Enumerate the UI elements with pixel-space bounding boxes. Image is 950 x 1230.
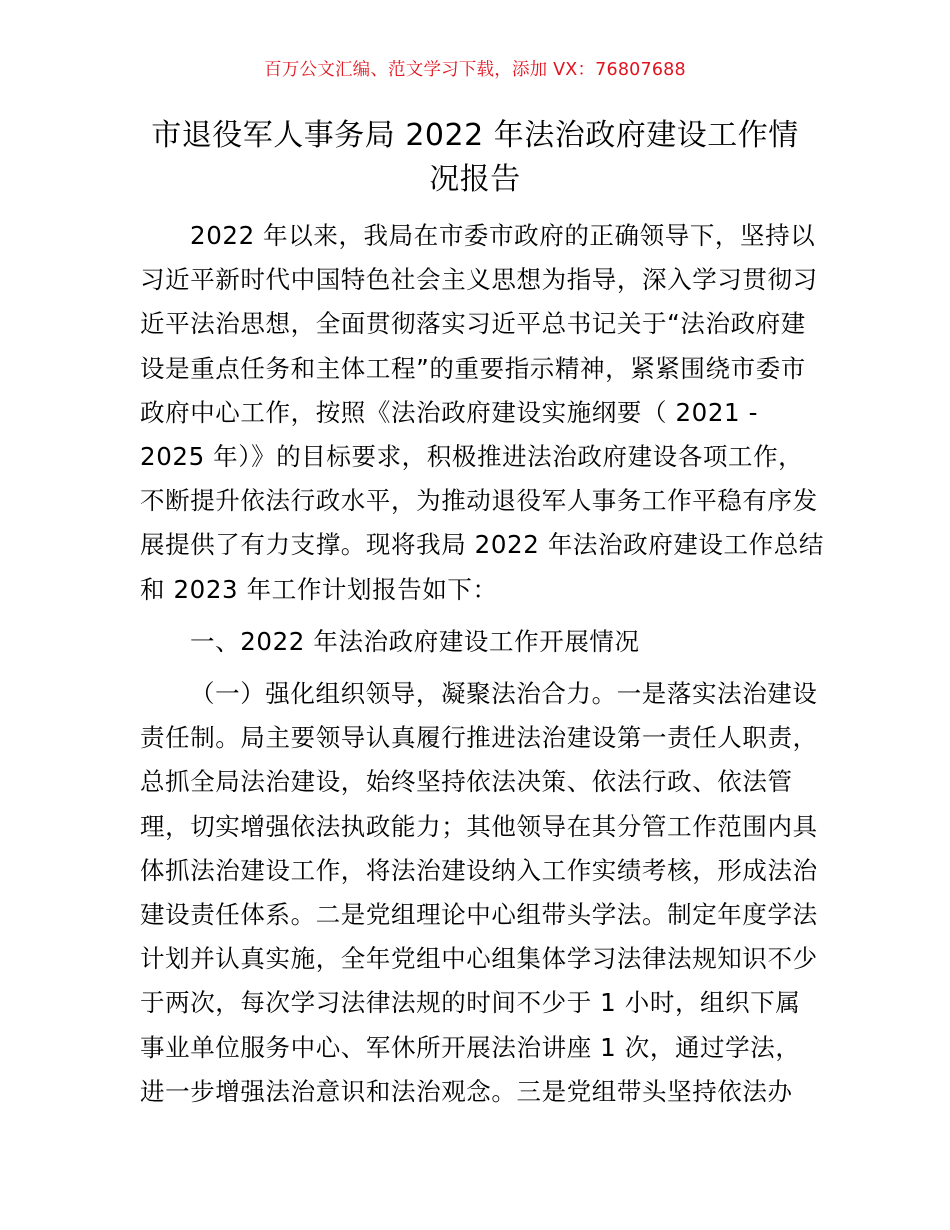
document-body bbox=[140, 214, 824, 1114]
text-line: 计划并认真实施，全年党组中心组集体学习法律法规知识不少 bbox=[140, 944, 818, 974]
text-line: 2025 年）》的目标要求，积极推进法治政府建设各项工作， bbox=[140, 442, 804, 472]
text-line: 不断提升依法行政水平，为推动退役军人事务工作平稳有序发 bbox=[140, 486, 818, 516]
text-line: 体抓法治建设工作，将法治建设纳入工作实绩考核，形成法治 bbox=[140, 855, 818, 885]
text-line: （一）强化组织领导，凝聚法治合力。一是落实法治建设 bbox=[190, 679, 818, 709]
title-line-1: 市退役军人事务局 2022 年法治政府建设工作情 bbox=[151, 118, 799, 153]
title-line-2: 况报告 bbox=[429, 162, 521, 197]
text-line: 和 2023 年工作计划报告如下： bbox=[140, 574, 498, 604]
text-line: 建设责任体系。二是党组理论中心组带头学法。制定年度学法 bbox=[140, 900, 818, 930]
text-line: 于两次，每次学习法律法规的时间不少于 1 小时，组织下属 bbox=[140, 988, 801, 1018]
text-line: 事业单位服务中心、军休所开展法治讲座 1 次，通过学法， bbox=[140, 1032, 801, 1062]
text-line: 进一步增强法治意识和法治观念。三是党组带头坚持依法办 bbox=[140, 1076, 793, 1106]
text-line: 习近平新时代中国特色社会主义思想为指导，深入学习贯彻习 bbox=[140, 265, 818, 295]
text-line: 2022 年以来，我局在市委市政府的正确领导下，坚持以 bbox=[190, 221, 816, 250]
text-line: 近平法治思想，全面贯彻落实习近平总书记关于“法治政府建 bbox=[140, 309, 806, 339]
document-title bbox=[135, 114, 815, 202]
text-line: 总抓全局法治建设，始终坚持依法决策、依法行政、依法管 bbox=[140, 767, 793, 797]
section-heading-text: 一、2022 年法治政府建设工作开展情况 bbox=[190, 626, 640, 656]
text-line: 展提供了有力支撑。现将我局 2022 年法治政府建设工作总结 bbox=[140, 530, 824, 560]
text-line: 责任制。局主要领导认真履行推进法治建设第一责任人职责， bbox=[140, 723, 818, 753]
text-line: 理，切实增强依法执政能力；其他领导在其分管工作范围内具 bbox=[140, 811, 818, 841]
text-line: 政府中心工作，按照《法治政府建设实施纲要（ 2021 - bbox=[140, 397, 759, 427]
intro-paragraph bbox=[140, 214, 824, 612]
section-heading bbox=[140, 620, 812, 664]
text-line: 设是重点任务和主体工程”的重要指示精神，紧紧围绕市委市 bbox=[140, 353, 806, 383]
watermark-banner: 百万公文汇编、范文学习下载，添加 VX：76807688 bbox=[264, 60, 686, 80]
subsection-paragraph bbox=[140, 672, 818, 1114]
